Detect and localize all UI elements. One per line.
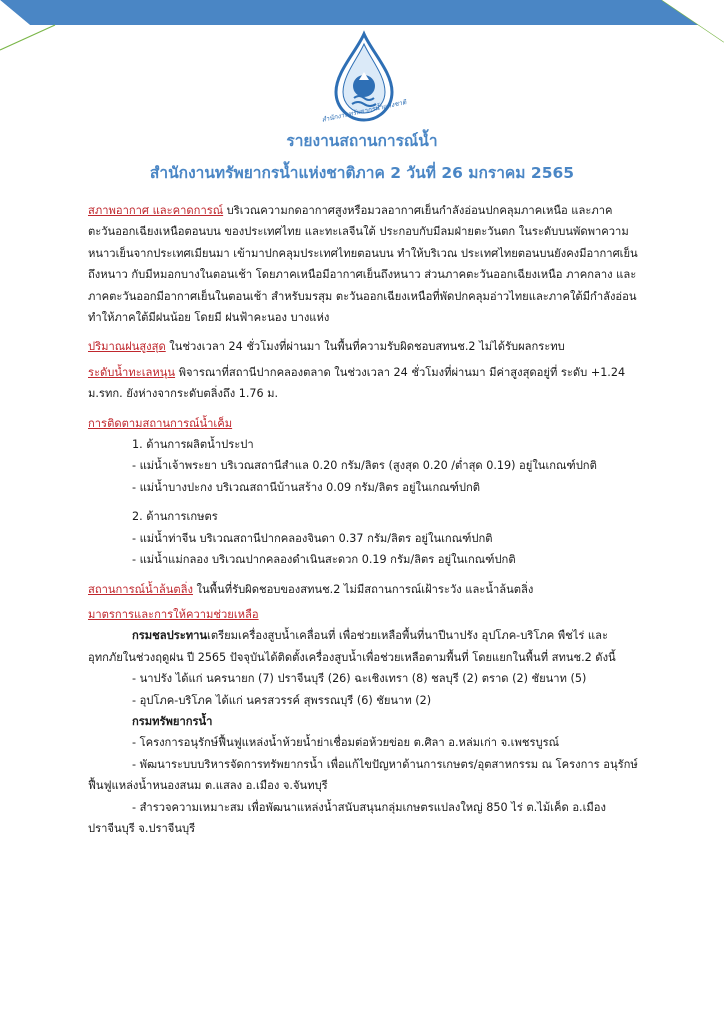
- report-subtitle: สำนักงานทรัพยากรน้ำแห่งชาติภาค 2 วันที่ 26 มกราคม 2565: [149, 164, 575, 182]
- irrigation-item: - นาปรัง ได้แก่ นครนายก (7) ปราจีนบุรี (26) ฉะเชิงเทรา (8) ชลบุรี (2) ตราด (2) ชัยนาท (5): [132, 672, 587, 686]
- report-title: รายงานสถานการณ์น้ำ: [286, 132, 438, 150]
- salinity-group2-item: - แม่น้ำแม่กลอง บริเวณปากคลองดำเนินสะดวก 0.19 กรัม/ลิตร อยู่ในเกณฑ์ปกติ: [132, 553, 516, 567]
- dwr-item-text-cont: ปราจีนบุรี จ.ปราจีนบุรี: [88, 821, 196, 835]
- dwr-item: [88, 754, 638, 797]
- salinity-group2-item: - แม่น้ำท่าจีน บริเวณสถานีปากคลองจินดา 0.37 กรัม/ลิตร อยู่ในเกณฑ์ปกติ: [132, 531, 493, 545]
- overflow-paragraph: [88, 579, 638, 600]
- measures-heading-line: [88, 604, 638, 625]
- tide-paragraph: [88, 362, 638, 405]
- irrigation-text: เตรียมเครื่องสูบน้ำเคลื่อนที่ เพื่อช่วยเหลือพื้นที่นาปีนาปรัง อุปโภค-บริโภค พืชไร่ และอุทกภัยในช่วงฤดูฝน ปี 2565 ปัจจุบันได้ติดตั้งเครื่องสูบน้ำเพื่อช่วยเหลือตามพื้นที่ โดยแยกในพื้นที่ สทนช.2 ดังนี้: [88, 629, 616, 664]
- irrigation-paragraph: [88, 625, 638, 668]
- overflow-heading: สถานการณ์น้ำล้นตลิ่ง: [88, 582, 193, 596]
- rain-paragraph: [88, 336, 638, 357]
- salinity-heading-line: [88, 413, 638, 434]
- rain-heading: ปริมาณฝนสูงสุด: [88, 340, 166, 354]
- dwr-item-text-cont: อนุรักษ์ฟื้นฟูแหล่งน้ำหนองสนม ต.แสลง อ.เมือง จ.จันทบุรี: [88, 757, 638, 793]
- dwr-item-text: - สำรวจความเหมาะสม เพื่อพัฒนาแหล่งน้ำสนับสนุนกลุ่มเกษตรแปลงใหญ่ 850 ไร่ ต.ไม้เค็ด อ.เมือง: [132, 800, 606, 814]
- dwr-item-text: - พัฒนาระบบบริหารจัดการทรัพยากรน้ำ เพื่อแก้ไขปัญหาด้านการเกษตร/อุตสาหกรรม ณ โครงการ: [132, 757, 600, 771]
- tide-text: พิจารณาที่สถานีปากคลองตลาด ในช่วงเวลา 24 ชั่วโมงที่ผ่านมา มีค่าสูงสุดอยู่ที่ ระดับ +1.24 ม.รทก. ยังห่างจากระดับตลิ่งถึง 1.76 ม.: [88, 365, 626, 401]
- rain-text: ในช่วงเวลา 24 ชั่วโมงที่ผ่านมา ในพื้นที่ความรับผิดชอบสทนช.2 ไม่ได้รับผลกระทบ: [165, 340, 565, 354]
- salinity-heading: การติดตามสถานการณ์น้ำเค็ม: [88, 416, 233, 430]
- measures-heading: มาตรการและการให้ความช่วยเหลือ: [88, 607, 259, 621]
- overflow-text: ในพื้นที่รับผิดชอบของสทนช.2 ไม่มีสถานการณ์เฝ้าระวัง และน้ำล้นตลิ่ง: [193, 582, 534, 596]
- irrigation-label: กรมชลประทาน: [132, 629, 208, 643]
- dwr-item: - โครงการอนุรักษ์ฟื้นฟูแหล่งน้ำห้วยน้ำย่าเชื่อมต่อห้วยข่อย ต.ศิลา อ.หล่มเก่า จ.เพชรบูรณ์: [132, 736, 559, 750]
- weather-text: บริเวณความกดอากาศสูงหรือมวลอากาศเย็นกำลังอ่อนปกคลุมภาคเหนือ และภาคตะวันออกเฉียงเหนือตอนบน ของประเทศไทย และทะเลจีนใต้ ประกอบกับมีลมฝ่ายตะวันตก ในระดับบนพัดพาความหนาวเย็นจากประเทศเมียนมา เข้ามาปกคลุมประเทศไทยตอนบน ทำให้บริเวณ ประเทศไทยตอนบนยังคงมีอากาศเย็นถึงหนาว กับมีหมอกบางในตอนเช้า โดยภาคเหนือมีอากาศเย็นถึงหนาว ส่วนภาคตะวันออกเฉียงเหนือ ภาคกลาง และภาคตะวันออกมีอากาศเย็นในตอนเช้า สำหรับมรสุม ตะวันออกเฉียงเหนือที่พัดปกคลุมอ่าวไทยและภาคใต้มีกำลังอ่อน ทำให้ภาคใต้มีฝนน้อย โดยมี ฝนฟ้าคะนอง บางแห่ง: [88, 204, 638, 325]
- report-body: [88, 200, 638, 839]
- salinity-group1-title: 1. ด้านการผลิตน้ำประปา: [132, 438, 254, 452]
- salinity-group2-title: 2. ด้านการเกษตร: [132, 510, 218, 524]
- irrigation-item: - อุปโภค-บริโภค ได้แก่ นครสวรรค์ สุพรรณบุรี (6) ชัยนาท (2): [132, 693, 432, 707]
- salinity-group1-item: - แม่น้ำบางปะกง บริเวณสถานีบ้านสร้าง 0.09 กรัม/ลิตร อยู่ในเกณฑ์ปกติ: [132, 480, 481, 494]
- logo-caption: สำนักงานทรัพยากรน้ำแห่งชาติ: [320, 98, 407, 124]
- dwr-item: [88, 797, 638, 840]
- weather-paragraph: [88, 200, 638, 328]
- weather-heading: สภาพอากาศ และคาดการณ์: [88, 204, 224, 217]
- dwr-label: กรมทรัพยากรน้ำ: [132, 714, 213, 728]
- tide-heading: ระดับน้ำทะเลหนุน: [88, 365, 176, 379]
- salinity-group1-item: - แม่น้ำเจ้าพระยา บริเวณสถานีสำแล 0.20 กรัม/ลิตร (สูงสุด 0.20 /ต่ำสุด 0.19) อยู่ในเกณฑ์ปกติ: [132, 459, 597, 473]
